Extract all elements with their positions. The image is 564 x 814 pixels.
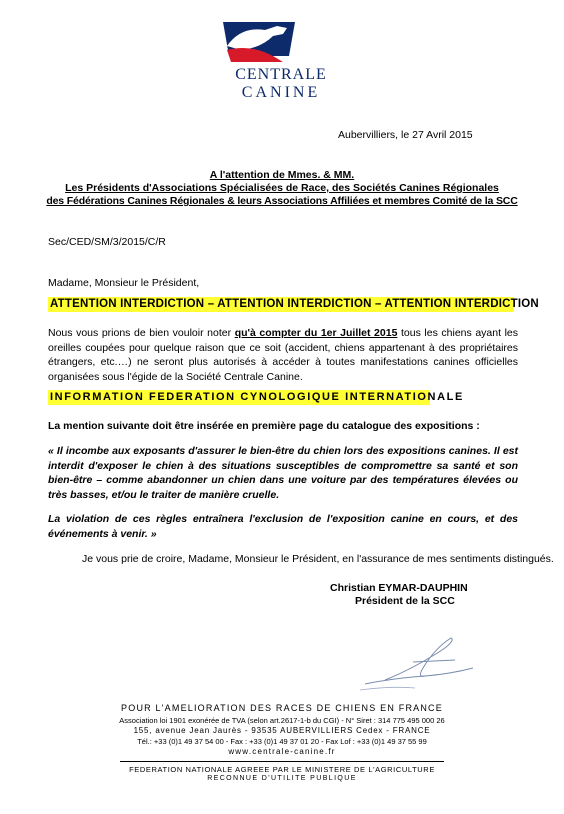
- footer-tagline: POUR L'AMELIORATION DES RACES DE CHIENS EN FRANCE: [121, 703, 443, 713]
- paragraph-interdiction-part2: tous les chiens ayant les oreilles coupées pour quelque raison que ce soit (accident, chiens appartenant à des propriétaires étrangers, etc.…) ne seront plus autorisés à accéder à toutes manifestations canines officielles organisées sous l'égide de la Société Centrale Canine.: [48, 327, 518, 383]
- salutation: Madame, Monsieur le Président,: [48, 277, 200, 289]
- footer-address: 155, avenue Jean Jaurès - 93535 AUBERVILLIERS Cedex - FRANCE: [133, 726, 431, 735]
- logo-line-canine: CANINE: [241, 84, 321, 101]
- recipients-line-2: des Fédérations Canines Régionales & leurs Associations Affiliées et membres Comité de la SCC: [46, 195, 518, 207]
- signatory-name: Christian EYMAR-DAUPHIN: [330, 582, 468, 594]
- footer-utility: RECONNUE D'UTILITE PUBLIQUE: [207, 775, 357, 782]
- footer-website[interactable]: www.centrale-canine.fr: [228, 747, 336, 756]
- interdiction-banner: [48, 297, 539, 312]
- quote-paragraph-2: La violation de ces règles entraînera l'exclusion de l'exposition canine en cours, et des événements à venir. »: [48, 513, 518, 540]
- closing-formula: Je vous prie de croire, Madame, Monsieur le Président, en l'assurance de mes sentiments distingués.: [82, 553, 554, 565]
- quote-paragraph-1: « Il incombe aux exposants d'assurer le bien-être du chien lors des expositions canines. Il est interdit d'exposer le chien à des situations susceptibles de compromettre sa santé et son bien-être – comme abandonner un chien dans une voiture par des températures élevées ou très basses, et/ou le traiter de manière cruelle.: [48, 445, 518, 501]
- fci-banner: [48, 390, 464, 405]
- footer-federation: FEDERATION NATIONALE AGREEE PAR LE MINISTERE DE L'AGRICULTURE: [129, 765, 435, 774]
- handwritten-signature: [355, 618, 480, 698]
- reference: Sec/CED/SM/3/2015/C/R: [48, 236, 166, 248]
- fci-banner-text: INFORMATION FEDERATION CYNOLOGIQUE INTERNATIONALE: [50, 391, 464, 403]
- logo-line-centrale: CENTRALE: [235, 66, 327, 83]
- attention-line: A l'attention de Mmes. & MM.: [209, 169, 355, 181]
- paragraph-interdiction: [48, 326, 518, 384]
- recipients-line-1: Les Présidents d'Associations Spécialisées de Race, des Sociétés Canines Régionales: [65, 182, 499, 194]
- interdiction-banner-text: ATTENTION INTERDICTION – ATTENTION INTERDICTION – ATTENTION INTERDICTION: [50, 298, 539, 310]
- paragraph-interdiction-part1: Nous vous prions de bien vouloir noter: [48, 327, 235, 339]
- place-date: Aubervilliers, le 27 Avril 2015: [338, 129, 473, 141]
- mention-line: La mention suivante doit être insérée en première page du catalogue des expositions :: [48, 420, 480, 432]
- footer-phones: Tél.: +33 (0)1 49 37 54 00 - Fax : +33 (0)1 49 37 01 20 - Fax Lof : +33 (0)1 49 37 55 99: [137, 737, 427, 746]
- signatory-title: Président de la SCC: [355, 595, 455, 607]
- footer-legal: Association loi 1901 exonérée de TVA (selon art.2617-1-b du CGI) - N° Siret : 314 775 495 000 26: [119, 716, 445, 725]
- paragraph-interdiction-date: qu'à compter du 1er Juillet 2015: [234, 327, 398, 339]
- footer-divider: [120, 761, 444, 762]
- dog-leap-logo-icon: [221, 20, 297, 64]
